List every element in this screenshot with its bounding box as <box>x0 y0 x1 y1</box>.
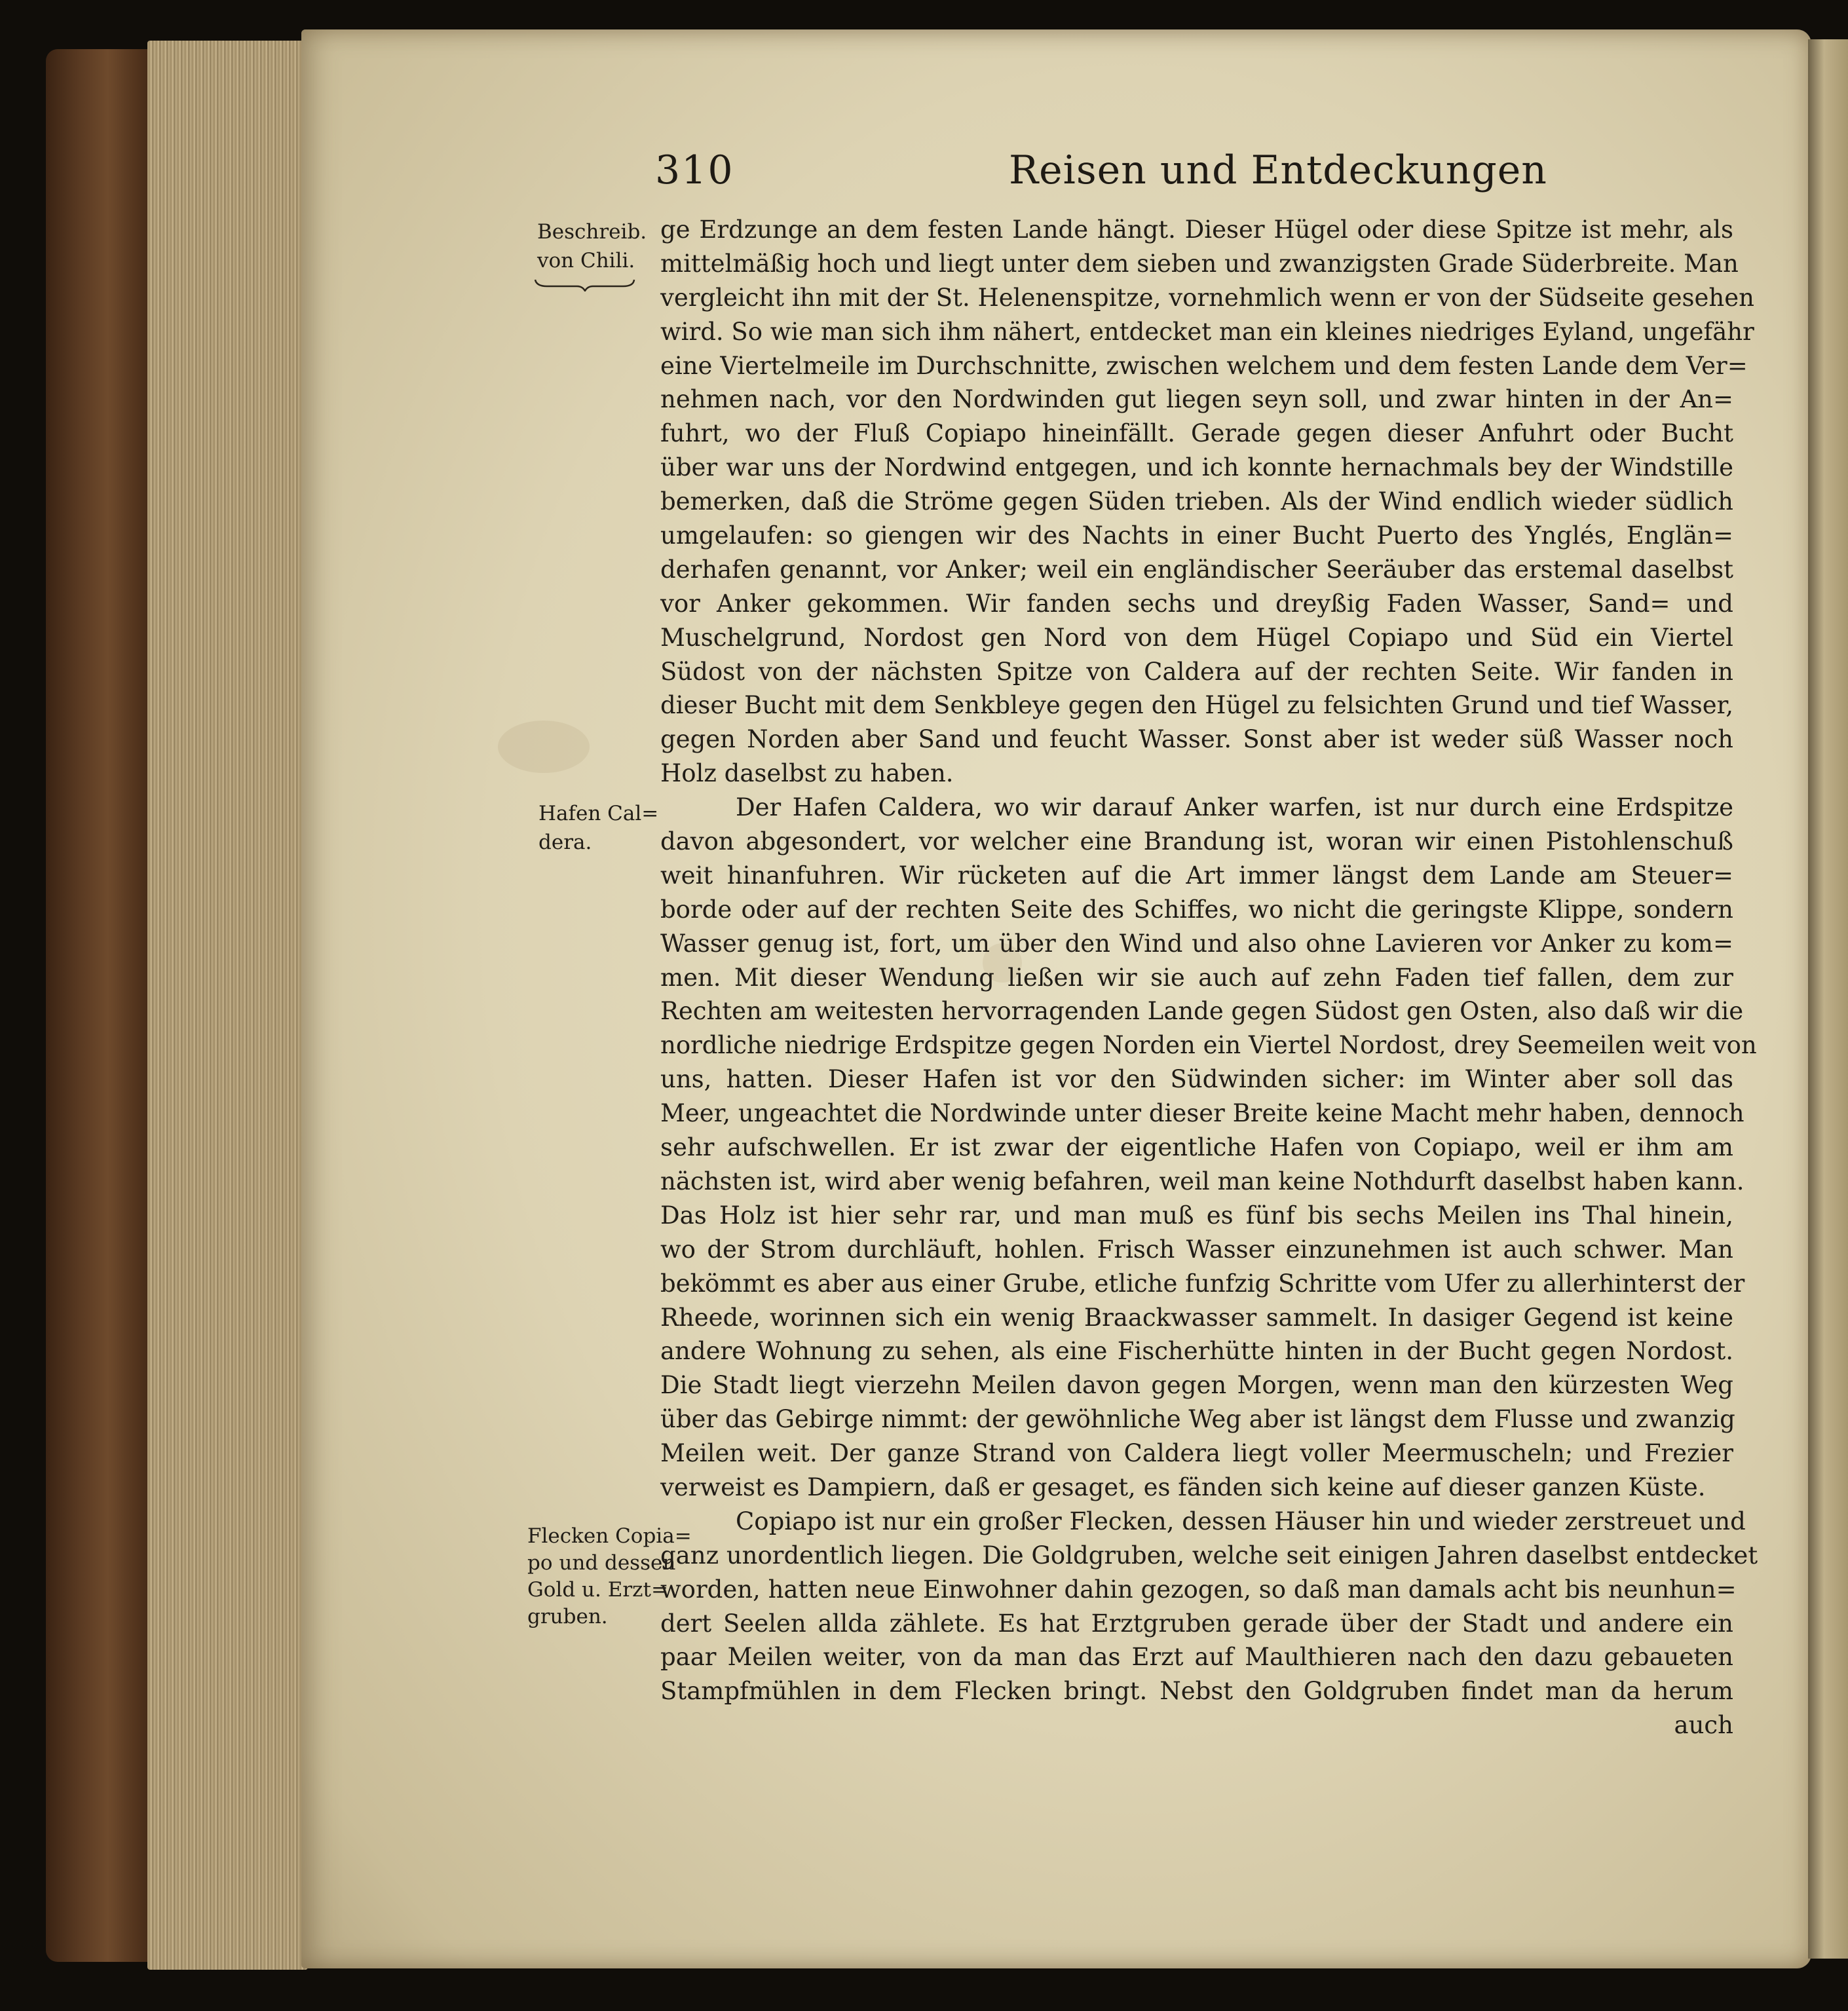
text-line: ge Erdzunge an dem festen Lande hängt. Dieser Hügel oder diese Spitze ist mehr, als <box>660 216 1733 244</box>
text-line: men. Mit dieser Wendung ließen wir sie auch auf zehn Faden tief fallen, dem zur <box>660 963 1733 992</box>
paper-stain <box>498 721 590 773</box>
margin-note-line: gruben. <box>527 1605 608 1628</box>
text-line: Copiapo ist nur ein großer Flecken, dessen Häuser hin und wieder zerstreuet und <box>736 1507 1746 1535</box>
text-line: Die Stadt liegt vierzehn Meilen davon gegen Morgen, wenn man den kürzesten Weg <box>660 1371 1733 1400</box>
margin-note-line: dera. <box>538 831 592 854</box>
text-line: sehr aufschwellen. Er ist zwar der eigentliche Hafen von Copiapo, weil er ihm am <box>660 1133 1733 1162</box>
text-line: paar Meilen weiter, von da man das Erzt auf Maulthieren nach den dazu gebaueten <box>660 1643 1733 1672</box>
text-line: verweist es Dampiern, daß er gesaget, es fänden sich keine auf dieser ganzen Küste. <box>660 1473 1706 1501</box>
text-line: Südost von der nächsten Spitze von Caldera auf der rechten Seite. Wir fanden in <box>660 657 1733 686</box>
text-line: Meilen weit. Der ganze Strand von Caldera liegt voller Meermuscheln; und Frezier <box>660 1439 1733 1468</box>
margin-note-line: Beschreib. <box>537 220 647 244</box>
text-line: bekömmt es aber aus einer Grube, etliche funfzig Schritte vom Ufer zu allerhinterst der <box>660 1269 1745 1298</box>
text-line: davon abgesondert, vor welcher eine Brandung ist, woran wir einen Pistohlenschuß <box>660 827 1733 856</box>
margin-note-line: po und dessen <box>527 1551 676 1575</box>
text-line: dieser Bucht mit dem Senkbleye gegen den Hügel zu felsichten Grund und tief Wasser, <box>660 691 1733 720</box>
text-line: Wasser genug ist, fort, um über den Wind und also ohne Lavieren vor Anker zu kom= <box>660 929 1733 958</box>
text-line: nächsten ist, wird aber wenig befahren, weil man keine Nothdurft daselbst haben kann. <box>660 1167 1744 1195</box>
text-line: borde oder auf der rechten Seite des Schiffes, wo nicht die geringste Klippe, sondern <box>660 895 1733 924</box>
running-title: Reisen und Entdeckungen <box>1009 147 1547 193</box>
text-line: dert Seelen allda zählete. Es hat Erztgruben gerade über der Stadt und andere ein <box>660 1609 1733 1638</box>
margin-brace <box>534 277 635 291</box>
text-line: bemerken, daß die Ströme gegen Süden trieben. Als der Wind endlich wieder südlich <box>660 487 1733 516</box>
margin-note-hafen-caldera <box>538 799 658 857</box>
text-line: Rechten am weitesten hervorragenden Lande gegen Südost gen Osten, also daß wir die <box>660 997 1744 1026</box>
margin-note-line: Hafen Cal= <box>538 802 659 825</box>
facing-page-edge <box>1808 39 1848 1959</box>
margin-note-beschreibung <box>537 217 647 275</box>
text-line: ganz unordentlich liegen. Die Goldgruben, welche seit einigen Jahren daselbst entdecket <box>660 1541 1758 1569</box>
text-line: über das Gebirge nimmt: der gewöhnliche Weg aber ist längst dem Flusse und zwanzig <box>660 1405 1735 1434</box>
text-line: nordliche niedrige Erdspitze gegen Norden ein Viertel Nordost, drey Seemeilen weit von <box>660 1031 1757 1060</box>
text-line: worden, hatten neue Einwohner dahin gezogen, so daß man damals acht bis neunhun= <box>660 1575 1737 1604</box>
text-line: wird. So wie man sich ihm nähert, entdecket man ein kleines niedriges Eyland, ungefähr <box>660 317 1754 346</box>
text-line: vergleicht ihn mit der St. Helenenspitze, vornehmlich wenn er von der Südseite gesehen <box>660 283 1754 312</box>
text-line: eine Viertelmeile im Durchschnitte, zwischen welchem und dem festen Lande dem Ver= <box>660 351 1748 380</box>
text-line: Rheede, worinnen sich ein wenig Braackwasser sammelt. In dasiger Gegend ist keine <box>660 1303 1733 1332</box>
margin-note-line: Gold u. Erzt= <box>527 1578 668 1602</box>
text-line: Der Hafen Caldera, wo wir darauf Anker warfen, ist nur durch eine Erdspitze <box>736 793 1733 822</box>
text-line: vor Anker gekommen. Wir fanden sechs und dreyßig Faden Wasser, Sand= und <box>660 589 1733 618</box>
text-line: über war uns der Nordwind entgegen, und ich konnte hernachmals bey der Windstille <box>660 453 1733 482</box>
page-number: 310 <box>655 147 734 193</box>
catchword: auch <box>1674 1711 1733 1740</box>
page-fore-edge <box>147 41 308 1970</box>
text-line: gegen Norden aber Sand und feucht Wasser. Sonst aber ist weder süß Wasser noch <box>660 725 1733 754</box>
text-line: nehmen nach, vor den Nordwinden gut liegen seyn soll, und zwar hinten in der An= <box>660 385 1733 414</box>
text-line: fuhrt, wo der Fluß Copiapo hineinfällt. Gerade gegen dieser Anfuhrt oder Bucht <box>660 419 1733 448</box>
text-line: weit hinanfuhren. Wir rücketen auf die Art immer längst dem Lande am Steuer= <box>660 861 1733 890</box>
text-line: andere Wohnung zu sehen, als eine Fischerhütte hinten in der Bucht gegen Nordost. <box>660 1337 1733 1366</box>
text-line: Das Holz ist hier sehr rar, und man muß es fünf bis sechs Meilen ins Thal hinein, <box>660 1201 1733 1230</box>
text-line: Muschelgrund, Nordost gen Nord von dem Hügel Copiapo und Süd ein Viertel <box>660 623 1733 652</box>
text-line: Stampfmühlen in dem Flecken bringt. Nebst den Goldgruben findet man da herum <box>660 1677 1733 1706</box>
margin-note-line: von Chili. <box>537 249 635 273</box>
text-line: Holz daselbst zu haben. <box>660 759 954 788</box>
margin-note-line: Flecken Copia= <box>527 1524 692 1548</box>
text-line: wo der Strom durchläuft, hohlen. Frisch Wasser einzunehmen ist auch schwer. Man <box>660 1235 1733 1264</box>
text-line: mittelmäßig hoch und liegt unter dem sieben und zwanzigsten Grade Süderbreite. Man <box>660 249 1739 278</box>
text-line: uns, hatten. Dieser Hafen ist vor den Südwinden sicher: im Winter aber soll das <box>660 1065 1733 1094</box>
body-text <box>660 213 1758 1742</box>
text-line: derhafen genannt, vor Anker; weil ein engländischer Seeräuber das erstemal daselbst <box>660 555 1733 584</box>
text-line: umgelaufen: so giengen wir des Nachts in einer Bucht Puerto des Ynglés, Englän= <box>660 521 1733 550</box>
text-line: Meer, ungeachtet die Nordwinde unter dieser Breite keine Macht mehr haben, dennoch <box>660 1099 1744 1128</box>
page-header <box>655 147 1547 193</box>
